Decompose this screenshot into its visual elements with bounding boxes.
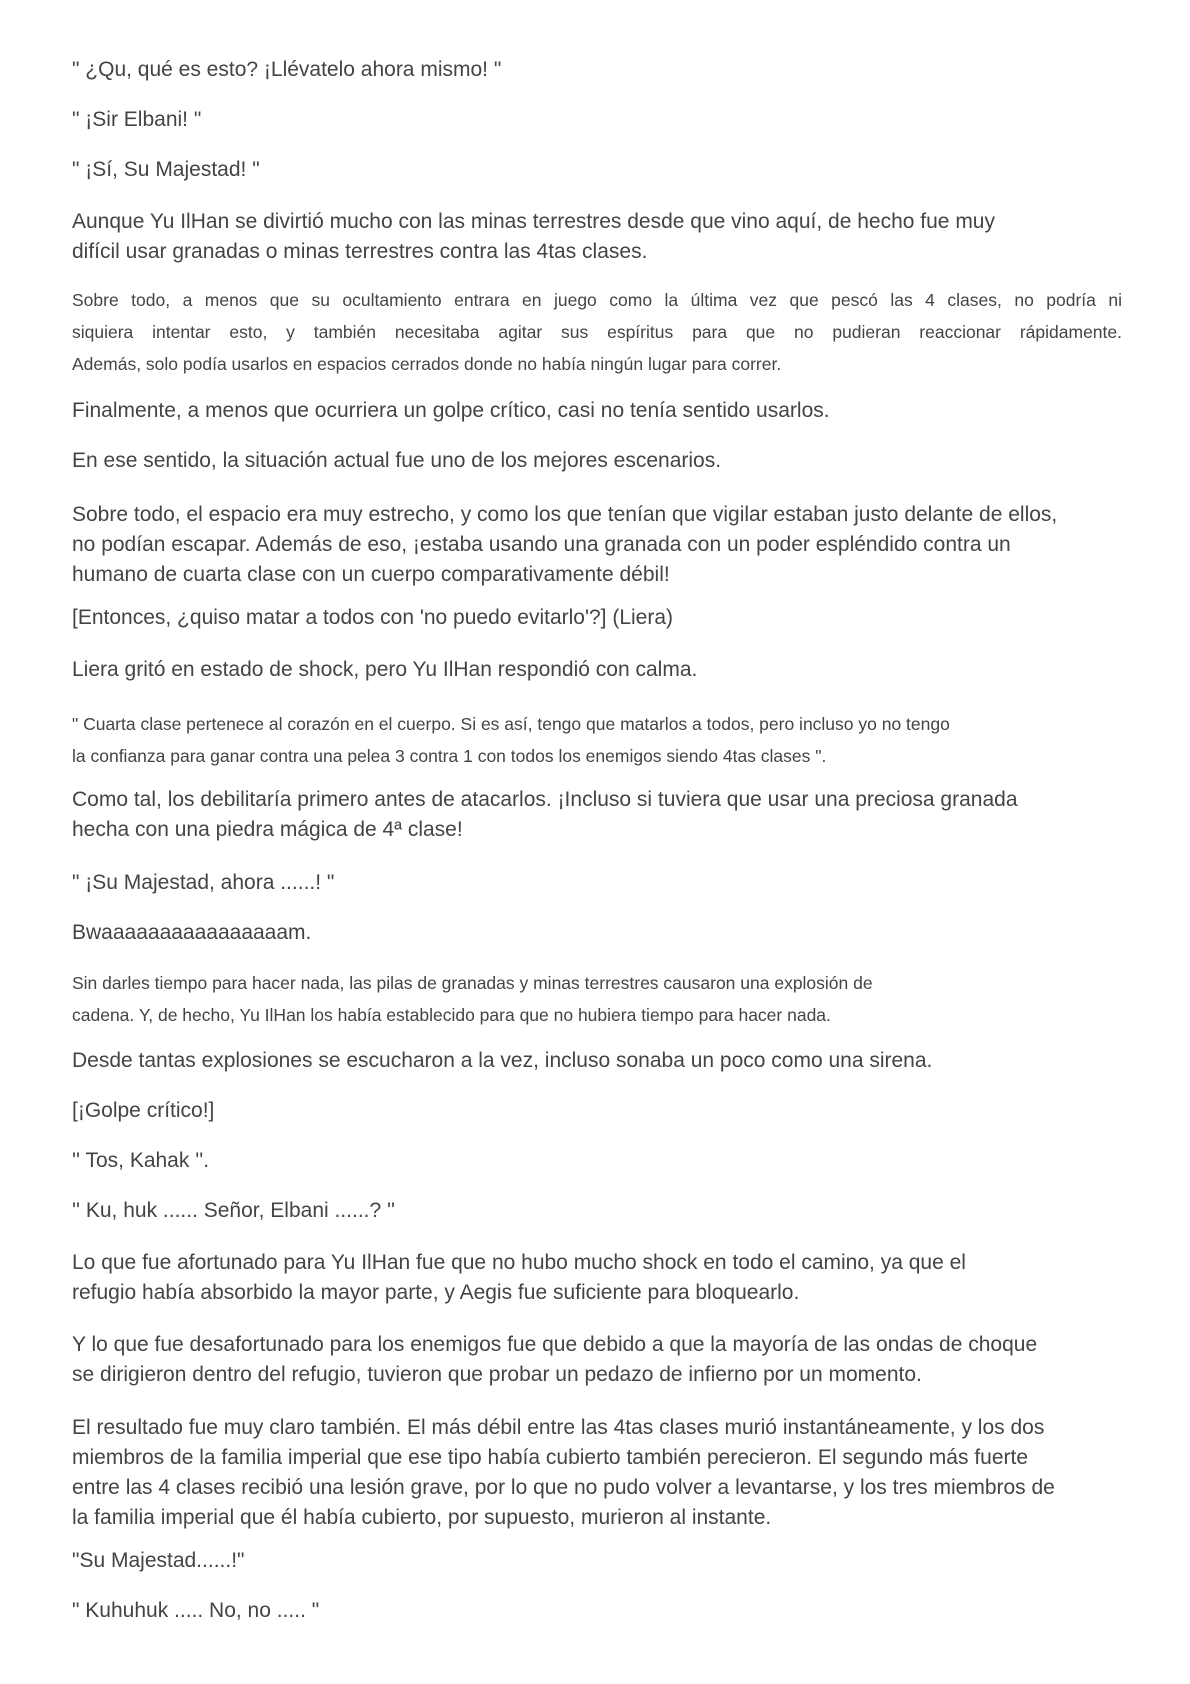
text-line: " ¡Su Majestad, ahora ......! " [72, 871, 335, 894]
text-line: siquiera intentar esto, y también necesitaba agitar sus espíritus para que no pudieran reaccionar rápidamente. [72, 322, 1122, 342]
text-line: se dirigieron dentro del refugio, tuvieron que probar un pedazo de infierno por un momento. [72, 1363, 922, 1386]
text-line: Como tal, los debilitaría primero antes de atacarlos. ¡Incluso si tuviera que usar una preciosa granada [72, 788, 1018, 811]
paragraph-7 [72, 446, 1122, 476]
text-line: miembros de la familia imperial que ese tipo había cubierto también perecieron. El segundo más fuerte [72, 1446, 1029, 1469]
text-line: Desde tantas explosiones se escucharon a la vez, incluso sonaba un poco como una sirena. [72, 1049, 933, 1072]
text-line: la familia imperial que él había cubierto, por supuesto, murieron al instante. [72, 1506, 772, 1529]
text-line: no podían escapar. Además de eso, ¡estaba usando una granada con un poder espléndido contra un [72, 533, 1011, 556]
paragraph-8 [72, 500, 1122, 590]
text-line: " ¡Sir Elbani! " [72, 108, 202, 131]
text-line: Liera gritó en estado de shock, pero Yu IlHan respondió con calma. [72, 658, 698, 681]
text-line: Lo que fue afortunado para Yu IlHan fue que no hubo mucho shock en todo el camino, ya que el [72, 1251, 966, 1274]
paragraph-2 [72, 105, 1122, 135]
paragraph-10 [72, 655, 1122, 685]
text-line: " ¡Sí, Su Majestad! " [72, 158, 260, 181]
text-line: " Kuhuhuk ..... No, no ..... " [72, 1599, 320, 1622]
paragraph-15 [72, 967, 1122, 1031]
paragraph-21 [72, 1330, 1122, 1390]
paragraph-20 [72, 1248, 1122, 1308]
text-line: En ese sentido, la situación actual fue uno de los mejores escenarios. [72, 449, 722, 472]
paragraph-16 [72, 1046, 1122, 1076]
paragraph-5 [72, 284, 1122, 380]
paragraph-22 [72, 1413, 1122, 1533]
text-line: Aunque Yu IlHan se divirtió mucho con las minas terrestres desde que vino aquí, de hecho fue muy [72, 210, 995, 233]
text-line: la confianza para ganar contra una pelea 3 contra 1 con todos los enemigos siendo 4tas clases ". [72, 746, 827, 766]
paragraph-3 [72, 155, 1122, 185]
text-line: hecha con una piedra mágica de 4ª clase! [72, 818, 463, 841]
text-line: humano de cuarta clase con un cuerpo comparativamente débil! [72, 563, 670, 586]
text-line: "Su Majestad......!" [72, 1549, 245, 1572]
text-line: El resultado fue muy claro también. El más débil entre las 4tas clases murió instantáneamente, y los dos [72, 1416, 1045, 1439]
text-line: Y lo que fue desafortunado para los enemigos fue que debido a que la mayoría de las ondas de choque [72, 1333, 1038, 1356]
text-line: " ¿Qu, qué es esto? ¡Llévatelo ahora mismo! " [72, 58, 502, 81]
text-line: refugio había absorbido la mayor parte, y Aegis fue suficiente para bloquearlo. [72, 1281, 800, 1304]
paragraph-11 [72, 708, 1122, 772]
text-line: [Entonces, ¿quiso matar a todos con 'no puedo evitarlo'?] (Liera) [72, 606, 674, 629]
text-line: '' Tos, Kahak ''. [72, 1149, 210, 1172]
text-line: [¡Golpe crítico!] [72, 1099, 215, 1122]
paragraph-24 [72, 1596, 1122, 1626]
paragraph-1 [72, 55, 1122, 85]
paragraph-18 [72, 1146, 1122, 1176]
paragraph-14 [72, 918, 1122, 948]
paragraph-13 [72, 868, 1122, 898]
paragraph-4 [72, 207, 1122, 267]
paragraph-19 [72, 1196, 1122, 1226]
text-line: Sobre todo, el espacio era muy estrecho, y como los que tenían que vigilar estaban justo delante de ellos, [72, 503, 1058, 526]
text-line: '' Ku, huk ...... Señor, Elbani ......? '' [72, 1199, 396, 1222]
text-line: Finalmente, a menos que ocurriera un golpe crítico, casi no tenía sentido usarlos. [72, 399, 830, 422]
text-line: entre las 4 clases recibió una lesión grave, por lo que no pudo volver a levantarse, y los tres miembros de [72, 1476, 1055, 1499]
paragraph-17 [72, 1096, 1122, 1126]
paragraph-6 [72, 396, 1122, 426]
paragraph-23 [72, 1546, 1122, 1576]
text-line: cadena. Y, de hecho, Yu IlHan los había establecido para que no hubiera tiempo para hacer nada. [72, 1005, 831, 1025]
text-line: Además, solo podía usarlos en espacios cerrados donde no había ningún lugar para correr. [72, 354, 782, 374]
paragraph-9 [72, 603, 1122, 633]
paragraph-12 [72, 785, 1122, 845]
text-line: Sin darles tiempo para hacer nada, las pilas de granadas y minas terrestres causaron una explosión de [72, 973, 873, 993]
text-line: " Cuarta clase pertenece al corazón en el cuerpo. Si es así, tengo que matarlos a todos, pero incluso yo no tengo [72, 714, 950, 734]
text-line: difícil usar granadas o minas terrestres contra las 4tas clases. [72, 240, 648, 263]
text-line: Sobre todo, a menos que su ocultamiento entrara en juego como la última vez que pescó las 4 clases, no podría ni [72, 290, 1122, 310]
text-line: Bwaaaaaaaaaaaaaaaam. [72, 921, 312, 944]
